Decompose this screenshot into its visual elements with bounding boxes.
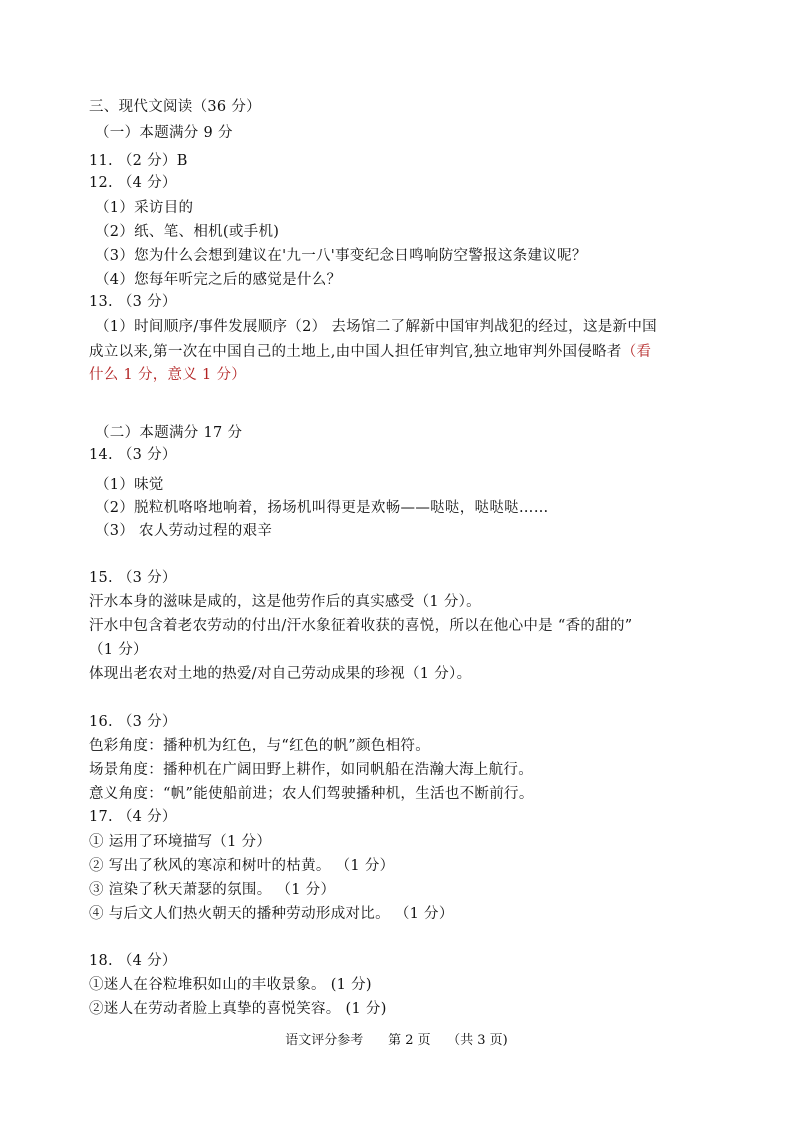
q12-item-1: （1）采访目的 (95, 200, 194, 216)
footer-total-pages: （共 3 页) (447, 1033, 508, 1048)
q15-line-1: 汗水本身的滋味是咸的，这是他劳作后的真实感受（1 分）。 (89, 594, 481, 610)
q17-item-1: ① 运用了环境描写（1 分） (89, 834, 272, 850)
q15-header: 15. （3 分） (89, 570, 177, 586)
q16-header: 16. （3 分） (89, 714, 177, 730)
q12-header: 12. （4 分） (89, 175, 177, 191)
footer-page-number: 第 2 页 (388, 1033, 431, 1048)
q13-scoring-note-end: 什么 1 分，意义 1 分） (89, 367, 247, 383)
q11-answer: 11. （2 分）B (89, 153, 188, 169)
q15-line-2: 汗水中包含着老农劳动的付出/汗水象征着收获的喜悦，所以在他心中是 “香的甜的” (89, 618, 633, 634)
q16-line-3: 意义角度：“帆”能使船前进；农人们驾驶播种机，生活也不断前行。 (89, 786, 534, 802)
part2-header: （二）本题满分 17 分 (95, 425, 243, 441)
q18-header: 18. （4 分） (89, 953, 177, 969)
q14-item-3: （3） 农人劳动过程的艰辛 (95, 523, 273, 539)
q13-scoring-note-start: （看 (621, 344, 652, 360)
q12-item-2: （2）纸、笔、相机(或手机) (95, 224, 280, 240)
section-title: 三、现代文阅读（36 分） (89, 99, 261, 115)
q17-item-4: ④ 与后文人们热火朝天的播种劳动形成对比。 （1 分） (89, 906, 454, 922)
q17-item-3: ③ 渲染了秋天萧瑟的氛围。 （1 分） (89, 882, 336, 898)
q13-line-2-text: 成立以来,第一次在中国自己的土地上,由中国人担任审判官,独立地审判外国侵略者 (89, 344, 622, 360)
q14-header: 14. （3 分） (89, 447, 177, 463)
q17-item-2: ② 写出了秋风的寒凉和树叶的枯黄。 （1 分） (89, 858, 395, 874)
part1-header: （一）本题满分 9 分 (95, 125, 233, 141)
footer-title: 语文评分参考 (285, 1033, 364, 1048)
q13-header: 13. （3 分） (89, 294, 177, 310)
q13-line-2 (89, 342, 651, 362)
page-footer (0, 1029, 793, 1048)
q15-line-3: （1 分） (89, 642, 148, 658)
q16-line-1: 色彩角度：播种机为红色，与“红色的帆”颜色相符。 (89, 738, 431, 754)
q18-item-2: ②迷人在劳动者脸上真挚的喜悦笑容。 (1 分) (89, 1001, 387, 1017)
q15-line-4: 体现出老农对土地的热爱/对自己劳动成果的珍视（1 分）。 (89, 666, 472, 682)
q13-line-1: （1）时间顺序/事件发展顺序（2） 去场馆二了解新中国审判战犯的经过，这是新中国 (95, 319, 657, 335)
q14-item-1: （1）味觉 (95, 477, 164, 493)
q12-item-3: （3）您为什么会想到建议在'九一八'事变纪念日鸣响防空警报这条建议呢？ (95, 248, 587, 264)
q17-header: 17. （4 分） (89, 809, 177, 825)
q14-item-2: （2）脱粒机咯咯地响着，扬场机叫得更是欢畅——哒哒，哒哒哒…… (95, 500, 549, 516)
q16-line-2: 场景角度：播种机在广阔田野上耕作，如同帆船在浩瀚大海上航行。 (89, 762, 533, 778)
q12-item-4: （4）您每年听完之后的感觉是什么？ (95, 272, 342, 288)
q18-item-1: ①迷人在谷粒堆积如山的丰收景象。 (1 分) (89, 977, 372, 993)
